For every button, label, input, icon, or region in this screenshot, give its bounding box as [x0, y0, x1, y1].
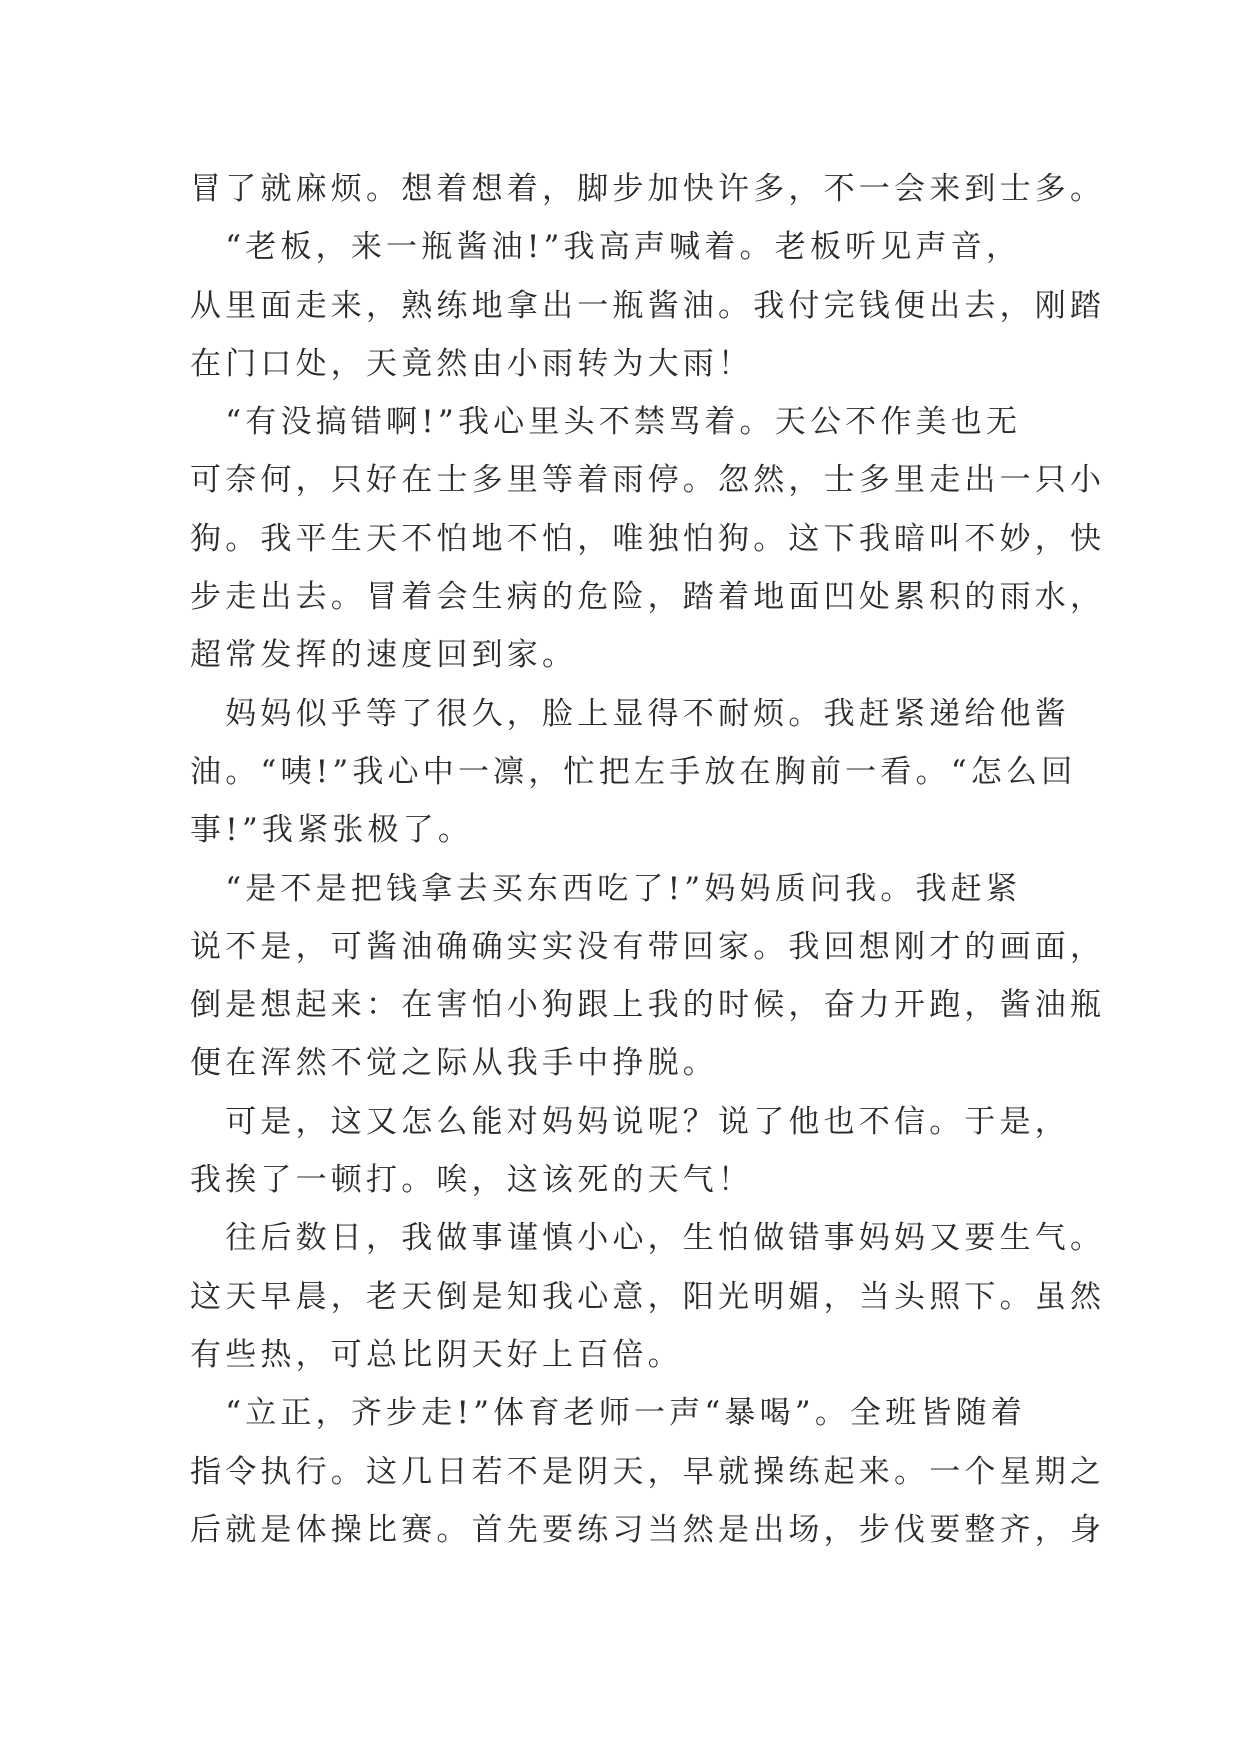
text-line: 这天早晨，老天倒是知我心意，阳光明媚，当头照下。虽然 [190, 1278, 1106, 1315]
text-line: 油。“咦!”我心中一凛，忙把左手放在胸前一看。“怎么回 [190, 753, 1077, 790]
text-line: 便在浑然不觉之际从我手中挣脱。 [190, 1045, 718, 1082]
text-line: 我挨了一顿打。唉，这该死的天气！ [190, 1162, 754, 1199]
text-line: “老板，来一瓶酱油!”我高声喊着。老板听见声音， [190, 229, 1022, 266]
text-line: 超常发挥的速度回到家。 [190, 637, 578, 674]
text-line: 有些热，可总比阴天好上百倍。 [190, 1336, 683, 1373]
text-line: 在门口处，天竟然由小雨转为大雨！ [190, 345, 754, 382]
text-line: 事!”我紧张极了。 [190, 812, 474, 849]
text-line: 步走出去。冒着会生病的危险，踏着地面凹处累积的雨水， [190, 579, 1106, 616]
text-line: 指令执行。这几日若不是阴天，早就操练起来。一个星期之 [190, 1453, 1106, 1490]
text-line: “立正，齐步走!”体育老师一声“暴喝”。全班皆随着 [190, 1395, 1027, 1432]
text-line: “有没搞错啊!”我心里头不禁骂着。天公不作美也无 [190, 404, 1022, 441]
text-line: 从里面走来，熟练地拿出一瓶酱油。我付完钱便出去，刚踏 [190, 287, 1106, 324]
text-line: “是不是把钱拿去买东西吃了!”妈妈质问我。我赶紧 [190, 870, 1022, 907]
text-line: 往后数日，我做事谨慎小心，生怕做错事妈妈又要生气。 [190, 1220, 1106, 1257]
text-line: 妈妈似乎等了很久，脸上显得不耐烦。我赶紧递给他酱 [190, 695, 1070, 732]
text-line: 可奈何，只好在士多里等着雨停。忽然，士多里走出一只小 [190, 462, 1106, 499]
text-line: 倒是想起来：在害怕小狗跟上我的时候，奋力开跑，酱油瓶 [190, 987, 1106, 1024]
text-line: 狗。我平生天不怕地不怕，唯独怕狗。这下我暗叫不妙，快 [190, 520, 1106, 557]
text-line: 说不是，可酱油确确实实没有带回家。我回想刚才的画面， [190, 928, 1106, 965]
text-line: 后就是体操比赛。首先要练习当然是出场，步伐要整齐，身 [190, 1511, 1106, 1548]
text-line: 冒了就麻烦。想着想着，脚步加快许多，不一会来到士多。 [190, 171, 1106, 207]
body-text [190, 160, 1106, 1559]
text-line: 可是，这又怎么能对妈妈说呢？说了他也不信。于是， [190, 1103, 1070, 1140]
